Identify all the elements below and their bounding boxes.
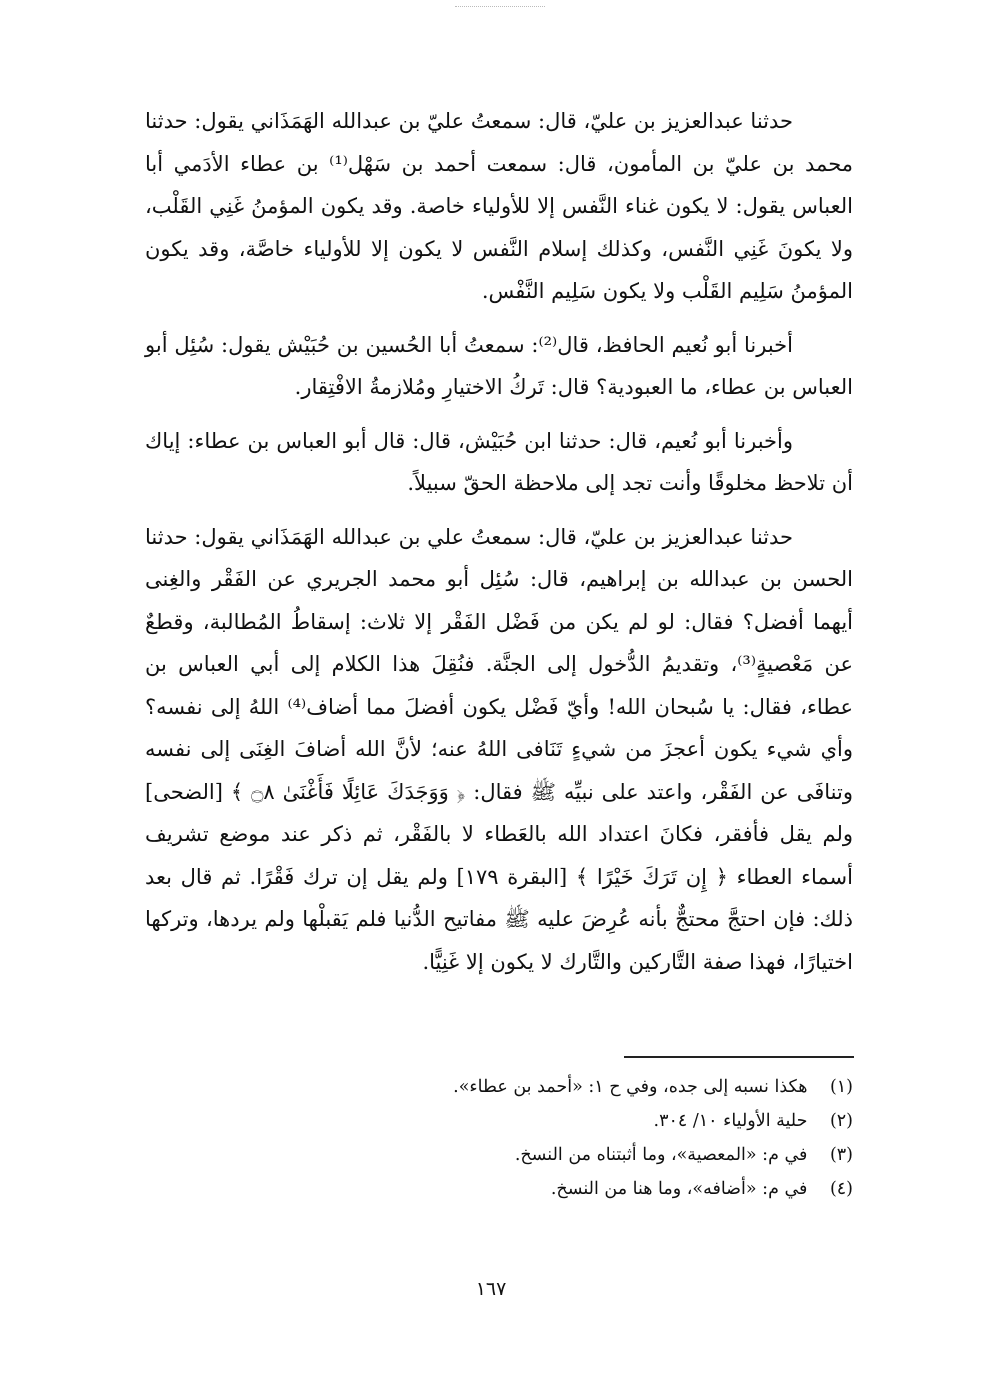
footnote-1 [145, 1070, 853, 1104]
paragraph-4: حدثنا عبدالعزيز بن عليّ، قال: سمعتُ علي بن عبدالله الهَمَذَاني يقول: حدثنا الحسن بن عبدالله بن إبراهيم، قال: سُئِل أبو محمد الجريري عن الفَقْر والغِنى أيهما أفضل؟ فقال: لو لم يكن من فَضْل الفَقْر إلا ثلاث: إسقاطُ المُطالبة، وقطعٌ عن مَعْصيةٍ⁽³⁾، وتقديمُ الدُّخول إلى الجنَّة. فنُقِلَ هذا الكلام إلى أبي العباس بن عطاء، فقال: يا سُبحان الله! وأيّ فَضْل يكون أفضلَ مما أضاف⁽⁴⁾ اللهُ إلى نفسه؟ وأي شيء يكون أعجزَ من شيءٍ تَنَافى اللهُ عنه؛ لأنَّ الله أضافَ الغِنَى إلى نفسه وتنافَى عن الفَقْر، واعتد على نبيِّه ﷺ فقال: ﴿ وَوَجَدَكَ عَائِلًا فَأَغْنَىٰ ۝٨ ﴾ [الضحى] ولم يقل فأفقر، فكانَ اعتداد الله بالعَطاء لا بالفَقْر، ثم ذكر عند موضع تشريف أسماء العطاء ﴿ إِن تَرَكَ خَيْرًا ﴾ [البقرة ١٧٩] ولم يقل إن ترك فَقْرًا. ثم قال بعد ذلك: فإن احتجَّ محتجٌّ بأنه عُرِضَ عليه ﷺ مفاتيح الدُّنيا فلم يَقبلْها ولم يردها، وتركها اختيارًا، فهذا صفة التَّاركين والتَّارك لا يكون إلا غَنِيًّا. [145, 524, 853, 974]
footnotes [145, 1070, 853, 1206]
paragraph-3: وأخبرنا أبو نُعيم، قال: حدثنا ابن حُبَيْش، قال: قال أبو العباس بن عطاء: إياك أن تلاحظ مخلوقًا وأنت تجد إلى ملاحظة الحقّ سبيلاً. [145, 428, 853, 495]
footnote-text: في م: «المعصية»، وما أثبتناه من النسخ. [514, 1145, 808, 1165]
footnote-3 [145, 1138, 853, 1172]
main-text [145, 100, 853, 983]
scan-mark [455, 6, 545, 13]
page-number: ١٦٧ [475, 1278, 507, 1300]
footnote-number: (١) [829, 1077, 853, 1097]
footnote-text: في م: «أضافه»، وما هنا من النسخ. [550, 1179, 808, 1199]
footnote-text: حلية الأولياء ١٠/ ٣٠٤. [653, 1111, 808, 1131]
footnote-text: هكذا نسبه إلى جده، وفي ح ١: «أحمد بن عطاء». [453, 1077, 808, 1097]
paragraph-2: أخبرنا أبو نُعيم الحافظ، قال⁽²⁾: سمعتُ أبا الحُسين بن حُبَيْش يقول: سُئِل أبو العباس بن عطاء، ما العبودية؟ قال: تَركُ الاختيارِ ومُلازمةُ الافْتِقار. [145, 332, 853, 399]
paragraph-1: حدثنا عبدالعزيز بن عليّ، قال: سمعتُ عليّ بن عبدالله الهَمَذَاني يقول: حدثنا محمد بن عليّ بن المأمون، قال: سمعت أحمد بن سَهْل⁽¹⁾ بن عطاء الأدَمي أبا العباس يقول: لا يكون غناء النَّفس إلا للأولياء خاصة. وقد يكون المؤمنُ غَنِي القَلْب، ولا يكونَ غَنِي النَّفس، وكذلك إسلام النَّفس لا يكون إلا للأولياء خاصَّة، وقد يكون المؤمنُ سَلِيم القَلْب ولا يكون سَلِيم النَّفْس. [145, 109, 853, 303]
footnote-2 [145, 1104, 853, 1138]
footnote-4 [145, 1172, 853, 1206]
footnote-divider [624, 1056, 854, 1058]
footnote-number: (٣) [829, 1145, 853, 1165]
footnote-number: (٢) [829, 1111, 853, 1131]
footnote-number: (٤) [829, 1179, 853, 1199]
